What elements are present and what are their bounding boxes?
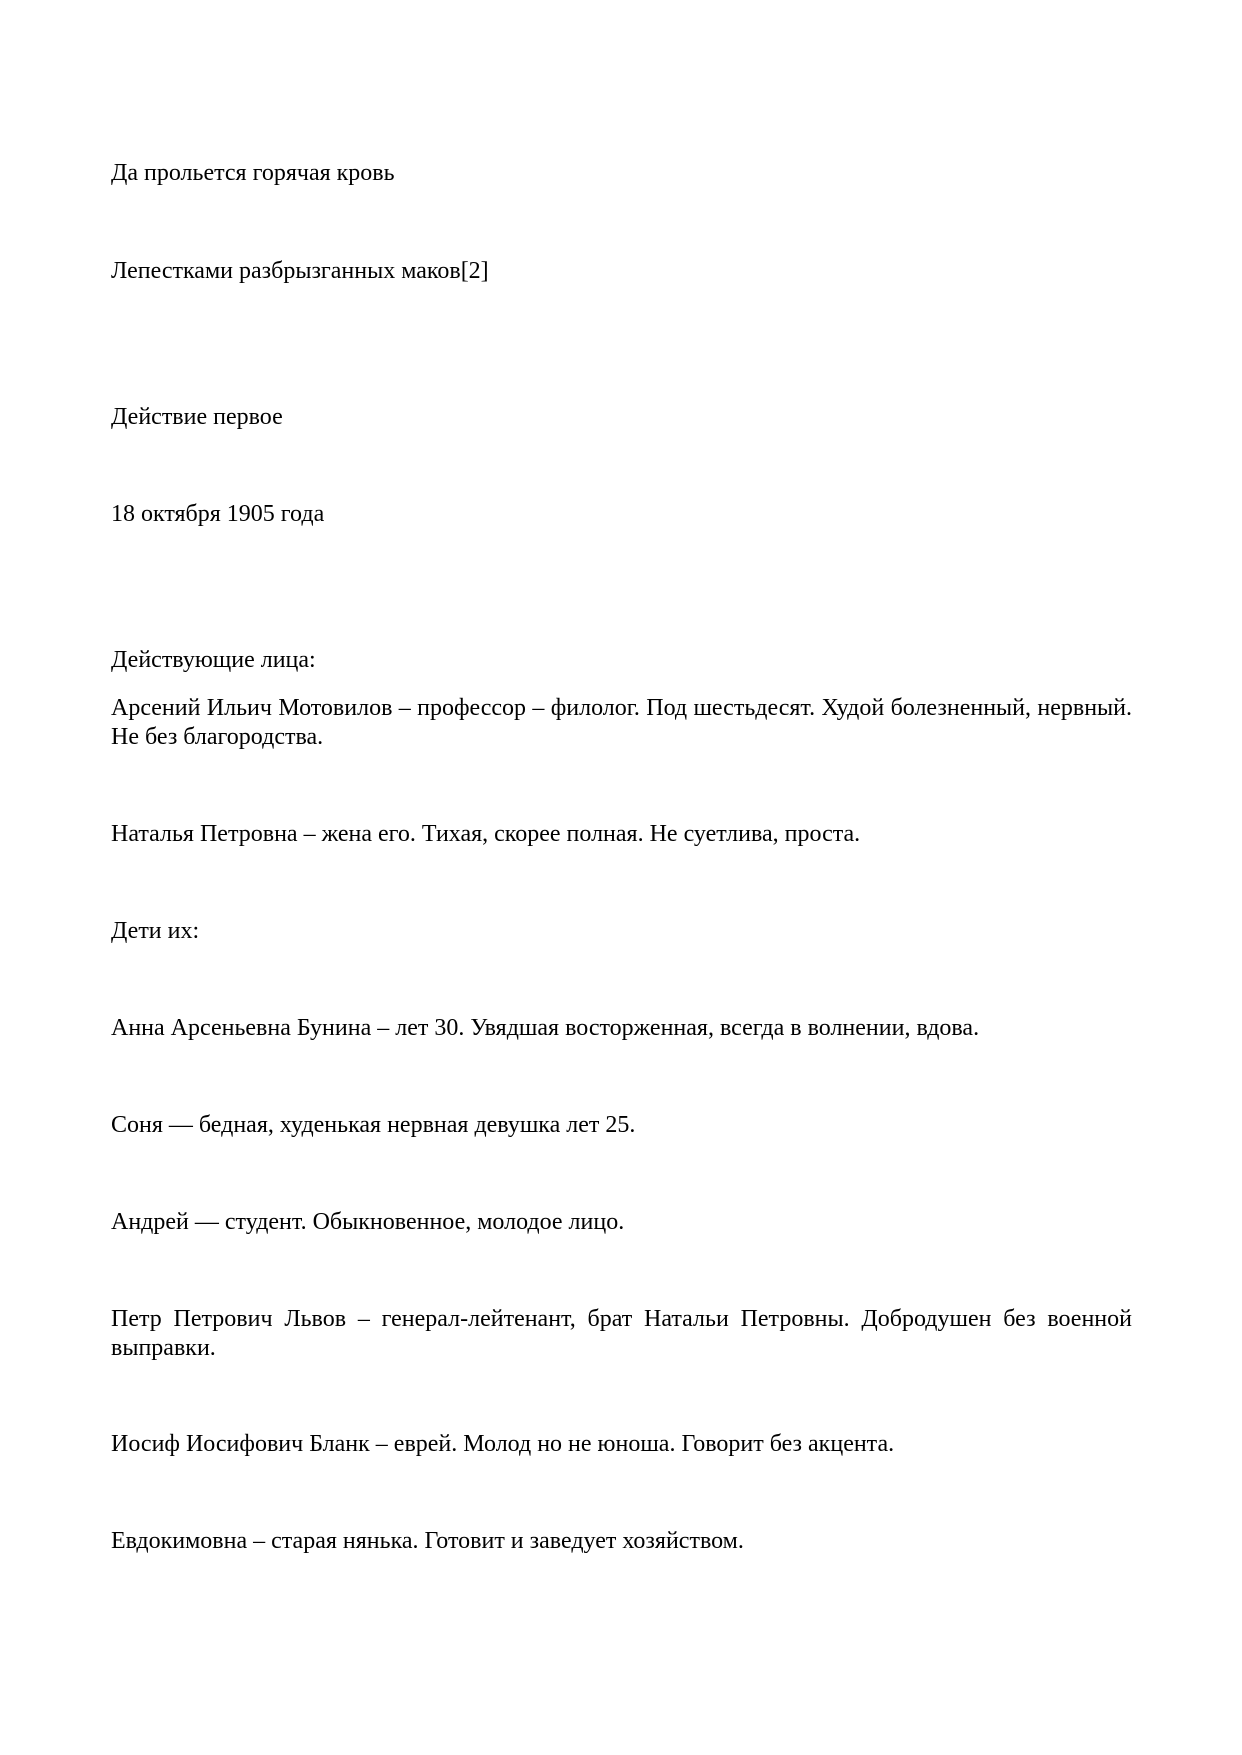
cast-andrey: Андрей — студент. Обыкновенное, молодое лицо. xyxy=(111,1209,625,1235)
cast-motovilov: Арсений Ильич Мотовилов – профессор – филолог. Под шестьдесят. Худой болезненный, нервный. Не без благородства. xyxy=(111,695,1132,750)
cast-evdokimovna: Евдокимовна – старая нянька. Готовит и заведует хозяйством. xyxy=(111,1528,744,1554)
children-heading: Дети их: xyxy=(111,918,200,944)
epigraph-line-2: Лепестками разбрызганных маков[2] xyxy=(111,258,489,284)
cast-lvov: Петр Петрович Львов – генерал-лейтенант, брат Натальи Петровны. Добродушен без военной выправки. xyxy=(111,1306,1132,1361)
cast-blank: Иосиф Иосифович Бланк – еврей. Молод но не юноша. Говорит без акцента. xyxy=(111,1431,895,1457)
cast-natalya: Наталья Петровна – жена его. Тихая, скорее полная. Не суетлива, проста. xyxy=(111,821,861,847)
cast-sonya: Соня — бедная, худенькая нервная девушка лет 25. xyxy=(111,1112,636,1138)
act-title: Действие первое xyxy=(111,404,283,430)
act-date: 18 октября 1905 года xyxy=(111,501,325,527)
epigraph-line-1: Да прольется горячая кровь xyxy=(111,160,395,186)
cast-anna: Анна Арсеньевна Бунина – лет 30. Увядшая восторженная, всегда в волнении, вдова. xyxy=(111,1015,980,1041)
cast-heading: Действующие лица: xyxy=(111,647,316,673)
